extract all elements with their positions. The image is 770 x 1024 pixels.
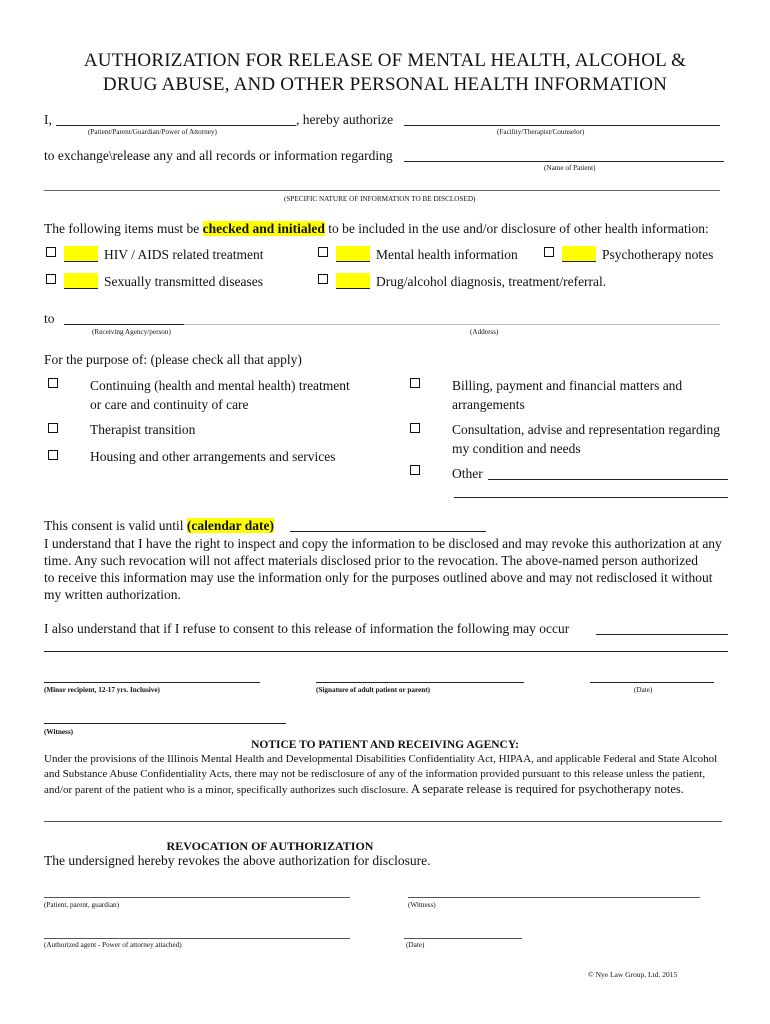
highlight-checked-initialed: checked and initialed — [202, 221, 325, 236]
mental-health-checkbox[interactable] — [318, 247, 328, 257]
std-initial-field[interactable] — [64, 273, 98, 289]
authorize-middle: , hereby authorize — [296, 112, 394, 127]
facility-field[interactable] — [404, 125, 720, 126]
continuing-checkbox[interactable] — [48, 378, 58, 388]
form-title-line1: AUTHORIZATION FOR RELEASE OF MENTAL HEALTH, ALCOHOL & — [83, 50, 687, 71]
consent-line-1: I understand that I have the right to inspect and copy the information to be disclosed and may revoke this authorization at any — [44, 536, 722, 551]
other-label: Other — [452, 466, 483, 481]
billing-label-1: Billing, payment and financial matters and — [452, 378, 683, 393]
caption-rev-date: (Date) — [406, 941, 425, 949]
exchange-text: to exchange\release any and all records or information regarding — [44, 148, 393, 163]
mental-health-label: Mental health information — [376, 247, 518, 262]
caption-sig-date: (Date) — [634, 686, 653, 694]
form-title-line2: DRUG ABUSE, AND OTHER PERSONAL HEALTH INFORMATION — [102, 74, 668, 95]
authorize-prefix: I, — [44, 112, 52, 127]
billing-checkbox[interactable] — [410, 378, 420, 388]
purpose-heading: For the purpose of: (please check all that apply) — [44, 352, 302, 367]
signature-date-field[interactable] — [590, 682, 714, 683]
hiv-initial-field[interactable] — [64, 246, 98, 262]
continuing-label-1: Continuing (health and mental health) treatment — [90, 378, 350, 393]
minor-signature-field[interactable] — [44, 682, 260, 683]
caption-adult: (Signature of adult patient or parent) — [316, 686, 431, 694]
therapist-label: Therapist transition — [90, 422, 196, 437]
other-checkbox[interactable] — [410, 465, 420, 475]
refuse-text: I also understand that if I refuse to consent to this release of information the following may occur — [44, 621, 570, 636]
items-intro: The following items must be checked and initialed to be included in the use and/or disclosure of other health information: — [44, 221, 709, 236]
consultation-label-2: my condition and needs — [452, 441, 581, 456]
caption-witness: (Witness) — [44, 728, 74, 736]
psychotherapy-label: Psychotherapy notes — [602, 247, 714, 262]
consent-line-3: to receive this information may use the information only for the purposes outlined above and may not redisclosed it without — [44, 570, 713, 585]
caption-rev-patient: (Patient, parent, guardian) — [44, 901, 120, 909]
valid-until-text: This consent is valid until (calendar date) — [44, 518, 274, 533]
caption-rev-agent: (Authorized agent - Power of attorney attached) — [44, 941, 182, 949]
to-label: to — [44, 311, 55, 326]
address-field[interactable] — [184, 324, 720, 325]
notice-line-2: and Substance Abuse Confidentiality Acts, there may not be redisclosure of any of the information provided pursuant to this release unless the patient, — [44, 768, 706, 780]
drug-alcohol-checkbox[interactable] — [318, 274, 328, 284]
housing-checkbox[interactable] — [48, 450, 58, 460]
specific-nature-field[interactable] — [44, 190, 720, 191]
refuse-field-1[interactable] — [596, 634, 728, 635]
other-field-2[interactable] — [454, 497, 728, 498]
consent-line-2: time. Any such revocation will not affect materials disclosed prior to the revocation. The above-named person authorized — [44, 553, 699, 568]
drug-alcohol-initial-field[interactable] — [336, 273, 370, 289]
caption-agency: (Receiving Agency/person) — [92, 328, 171, 336]
caption-specific: (SPECIFIC NATURE OF INFORMATION TO BE DISCLOSED) — [284, 195, 476, 203]
other-field-1[interactable] — [488, 479, 728, 480]
caption-patient: (Patient/Parent/Guardian/Power of Attorney) — [88, 128, 217, 136]
std-checkbox[interactable] — [46, 274, 56, 284]
revocation-agent-field[interactable] — [44, 938, 350, 939]
mental-health-initial-field[interactable] — [336, 246, 370, 262]
revocation-witness-field[interactable] — [408, 897, 700, 898]
revocation-patient-field[interactable] — [44, 897, 350, 898]
hiv-label: HIV / AIDS related treatment — [104, 247, 264, 262]
housing-label: Housing and other arrangements and services — [90, 449, 336, 464]
caption-name: (Name of Patient) — [544, 164, 596, 172]
highlight-calendar-date: (calendar date) — [186, 518, 274, 533]
continuing-label-2: or care and continuity of care — [90, 397, 249, 412]
refuse-field-2[interactable] — [44, 651, 728, 652]
caption-minor: (Minor recipient, 12-17 yrs. Inclusive) — [44, 686, 160, 694]
consultation-label-1: Consultation, advise and representation regarding — [452, 422, 721, 437]
caption-facility: (Facility/Therapist/Counselor) — [497, 128, 585, 136]
adult-signature-field[interactable] — [316, 682, 524, 683]
patient-name-field[interactable] — [56, 125, 296, 126]
patient-name-field-2[interactable] — [404, 161, 724, 162]
revocation-heading: REVOCATION OF AUTHORIZATION — [166, 839, 374, 853]
std-label: Sexually transmitted diseases — [104, 274, 263, 289]
notice-heading: NOTICE TO PATIENT AND RECEIVING AGENCY: — [251, 739, 519, 751]
notice-divider — [44, 821, 722, 822]
copyright: © Nye Law Group, Ltd. 2015 — [588, 970, 678, 979]
consent-line-4: my written authorization. — [44, 587, 181, 602]
consultation-checkbox[interactable] — [410, 423, 420, 433]
psychotherapy-checkbox[interactable] — [544, 247, 554, 257]
receiving-agency-field[interactable] — [64, 324, 184, 325]
psychotherapy-initial-field[interactable] — [562, 246, 596, 262]
revocation-date-field[interactable] — [404, 938, 522, 939]
therapist-checkbox[interactable] — [48, 423, 58, 433]
witness-signature-field[interactable] — [44, 723, 286, 724]
notice-line-1: Under the provisions of the Illinois Mental Health and Developmental Disabilities Confidentiality Act, HIPAA, and applicable Federal and State Alcohol — [44, 753, 718, 765]
caption-rev-witness: (Witness) — [408, 901, 436, 909]
billing-label-2: arrangements — [452, 397, 525, 412]
hiv-checkbox[interactable] — [46, 247, 56, 257]
caption-address: (Address) — [470, 328, 499, 336]
notice-line-3: and/or parent of the patient who is a minor, specifically authorizes such disclosure. A separate release is required for psychotherapy notes. — [44, 782, 684, 796]
calendar-date-field[interactable] — [290, 531, 486, 532]
revocation-text: The undersigned hereby revokes the above authorization for disclosure. — [44, 853, 431, 868]
drug-alcohol-label: Drug/alcohol diagnosis, treatment/referral. — [376, 274, 607, 289]
